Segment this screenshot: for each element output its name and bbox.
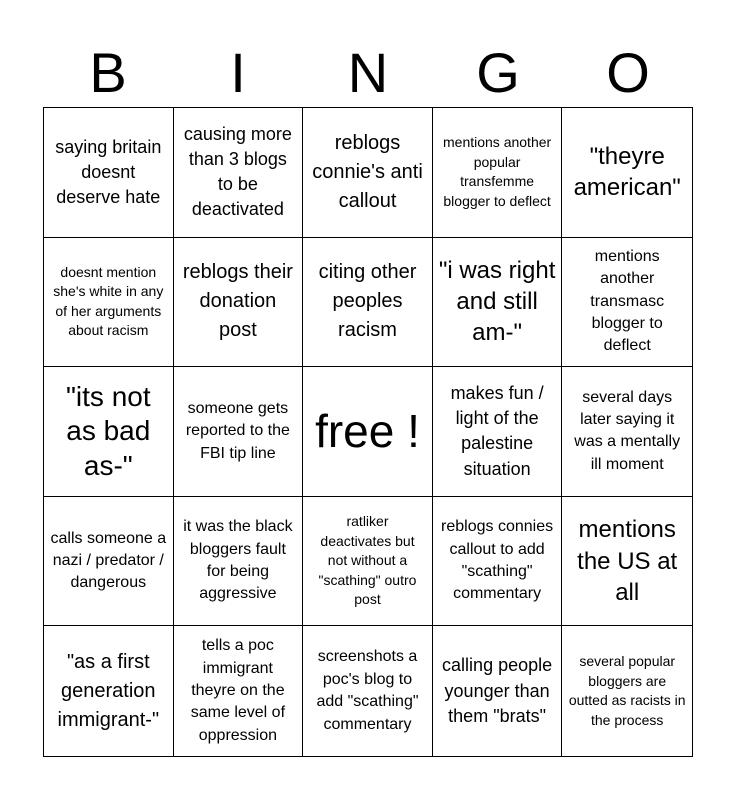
free-space-cell[interactable]: free ! [303,367,433,497]
bingo-cell[interactable]: several days later saying it was a mentally ill moment [562,367,692,497]
header-letter-b: B [89,41,127,104]
bingo-cell[interactable]: causing more than 3 blogs to be deactivated [174,108,304,238]
bingo-header [43,40,693,106]
bingo-board [43,107,693,757]
bingo-cell[interactable]: "i was right and still am-" [433,238,563,368]
header-letter-i: I [230,41,246,104]
header-letter-o: O [606,41,650,104]
bingo-cell[interactable]: someone gets reported to the FBI tip line [174,367,304,497]
bingo-cell[interactable]: it was the black bloggers fault for being aggressive [174,497,304,627]
bingo-cell[interactable]: screenshots a poc's blog to add "scathing" commentary [303,626,433,756]
bingo-cell[interactable]: "theyre american" [562,108,692,238]
bingo-cell[interactable]: mentions the US at all [562,497,692,627]
header-letter-n: N [347,41,389,104]
bingo-cell[interactable]: "its not as bad as-" [44,367,174,497]
bingo-cell[interactable]: tells a poc immigrant theyre on the same level of oppression [174,626,304,756]
bingo-cell[interactable]: mentions another transmasc blogger to deflect [562,238,692,368]
bingo-cell[interactable]: mentions another popular transfemme blogger to deflect [433,108,563,238]
bingo-cell[interactable]: calling people younger than them "brats" [433,626,563,756]
bingo-cell[interactable]: saying britain doesnt deserve hate [44,108,174,238]
bingo-cell[interactable]: calls someone a nazi / predator / dangerous [44,497,174,627]
bingo-cell[interactable]: doesnt mention she's white in any of her arguments about racism [44,238,174,368]
bingo-cell[interactable]: reblogs connie's anti callout [303,108,433,238]
bingo-cell[interactable]: citing other peoples racism [303,238,433,368]
bingo-cell[interactable]: makes fun / light of the palestine situation [433,367,563,497]
bingo-cell[interactable]: reblogs connies callout to add "scathing" commentary [433,497,563,627]
bingo-cell[interactable]: ratliker deactivates but not without a "scathing" outro post [303,497,433,627]
bingo-cell[interactable]: several popular bloggers are outted as racists in the process [568,653,686,728]
header-letter-g: G [476,41,520,104]
bingo-cell[interactable]: reblogs their donation post [174,238,304,368]
bingo-cell[interactable]: "as a first generation immigrant-" [44,626,174,756]
